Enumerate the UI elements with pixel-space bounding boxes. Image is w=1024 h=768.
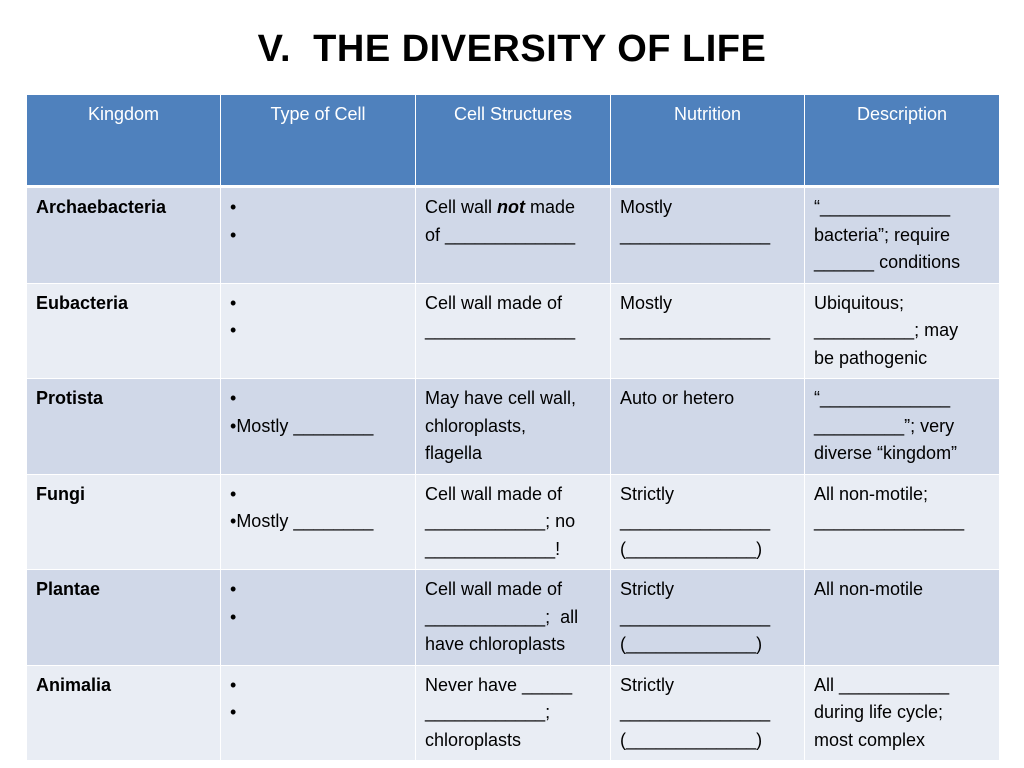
nutrition-line: (_____________) [620,729,763,750]
table-row [27,379,1000,475]
table-row [27,474,1000,570]
description-line: __________; may [814,320,959,340]
nutrition-cell [611,474,805,570]
header-type-of-cell: Type of Cell [221,95,416,187]
description-line: _______________ [814,511,965,531]
slide-title: V. THE DIVERSITY OF LIFE [257,28,767,70]
header-description: Description [805,95,1000,187]
cell-structures-cell [416,570,611,666]
cell-type-cell [221,283,416,379]
description-cell [805,570,1000,666]
description-line: be pathogenic [814,347,928,368]
nutrition-cell [611,665,805,761]
nutrition-line: Strictly [620,579,674,599]
nutrition-line: _______________ [620,702,771,722]
kingdom-cell: Fungi [27,474,221,570]
cell-structures-line: of _____________ [425,224,576,245]
nutrition-line: Strictly [620,674,674,695]
description-line: ______ conditions [814,252,961,272]
cell-type-bullet: • Mostly ________ [230,413,406,441]
nutrition-line: _______________ [620,511,771,531]
nutrition-line: (_____________) [620,634,763,654]
nutrition-line: _______________ [620,606,771,627]
structures-emphasis: not [497,197,526,217]
header-cell-structures: Cell Structures [416,95,611,187]
description-line: All ___________ [814,674,950,695]
description-line: “_____________ [814,388,951,408]
cell-structures-cell [416,379,611,475]
description-cell [805,379,1000,475]
nutrition-line: _______________ [620,224,771,245]
kingdom-cell: Plantae [27,570,221,666]
header-nutrition: Nutrition [611,95,805,187]
cell-structures-line: flagella [425,443,483,463]
description-cell [805,474,1000,570]
cell-type-bullet [230,194,406,222]
kingdom-cell: Archaebacteria [27,187,221,284]
cell-structures-line: Cell wall made of [425,292,563,313]
diversity-table [26,94,999,761]
description-line: Ubiquitous; [814,292,905,313]
kingdom-cell: Eubacteria [27,283,221,379]
cell-type-cell [221,474,416,570]
description-cell [805,665,1000,761]
cell-structures-cell [416,283,611,379]
cell-structures-line: ____________; no [425,511,576,531]
description-line: diverse “kingdom” [814,443,958,463]
nutrition-line: _______________ [620,320,771,340]
cell-type-cell [221,187,416,284]
cell-structures-line: May have cell wall, [425,388,577,408]
table-row [27,283,1000,379]
cell-type-bullet [230,385,406,413]
structures-text: Cell wall [425,197,498,217]
cell-structures-line: ____________; [425,702,551,722]
cell-structures-line: ____________; all [425,606,579,627]
cell-type-bullet [230,290,406,318]
cell-structures-cell [416,665,611,761]
description-line: All non-motile [814,579,924,599]
cell-type-bullet [230,672,406,700]
cell-type-cell [221,379,416,475]
nutrition-line: Mostly [620,292,673,313]
nutrition-line: Strictly [620,483,674,504]
description-cell [805,187,1000,284]
nutrition-line: (_____________) [620,538,763,559]
cell-structures-line: _____________! [425,538,561,559]
header-kingdom: Kingdom [27,95,221,187]
cell-type-bullet [230,317,406,345]
cell-type-cell [221,665,416,761]
cell-structures-cell [416,474,611,570]
kingdom-cell: Protista [27,379,221,475]
description-line: during life cycle; [814,702,944,722]
description-line: _________”; very [814,415,955,436]
description-line: “_____________ [814,197,951,217]
cell-type-bullet: • Mostly ________ [230,508,406,536]
nutrition-cell [611,570,805,666]
nutrition-cell [611,187,805,284]
cell-structures-line: Cell wall made of [425,483,563,504]
kingdom-cell: Animalia [27,665,221,761]
cell-structures-cell [416,187,611,284]
description-line: bacteria”; require [814,224,951,245]
table-row [27,570,1000,666]
nutrition-line: Auto or hetero [620,388,735,408]
header-row [27,95,1000,187]
description-line: most complex [814,729,926,750]
cell-structures-line: chloroplasts, [425,415,527,436]
cell-structures-line [425,194,601,222]
cell-type-bullet [230,481,406,509]
cell-structures-line: Cell wall made of [425,579,563,599]
table-row [27,665,1000,761]
cell-structures-line: chloroplasts [425,729,522,750]
cell-structures-line: Never have _____ [425,674,573,695]
nutrition-cell [611,379,805,475]
cell-type-bullet [230,699,406,727]
cell-type-bullet [230,576,406,604]
cell-type-cell [221,570,416,666]
nutrition-cell [611,283,805,379]
description-cell [805,283,1000,379]
description-line: All non-motile; [814,483,929,504]
cell-structures-line: _______________ [425,320,576,340]
cell-type-bullet [230,604,406,632]
cell-type-bullet [230,222,406,250]
nutrition-line: Mostly [620,197,673,217]
cell-structures-line: have chloroplasts [425,634,566,654]
structures-text: made [525,197,576,217]
table-row [27,187,1000,284]
